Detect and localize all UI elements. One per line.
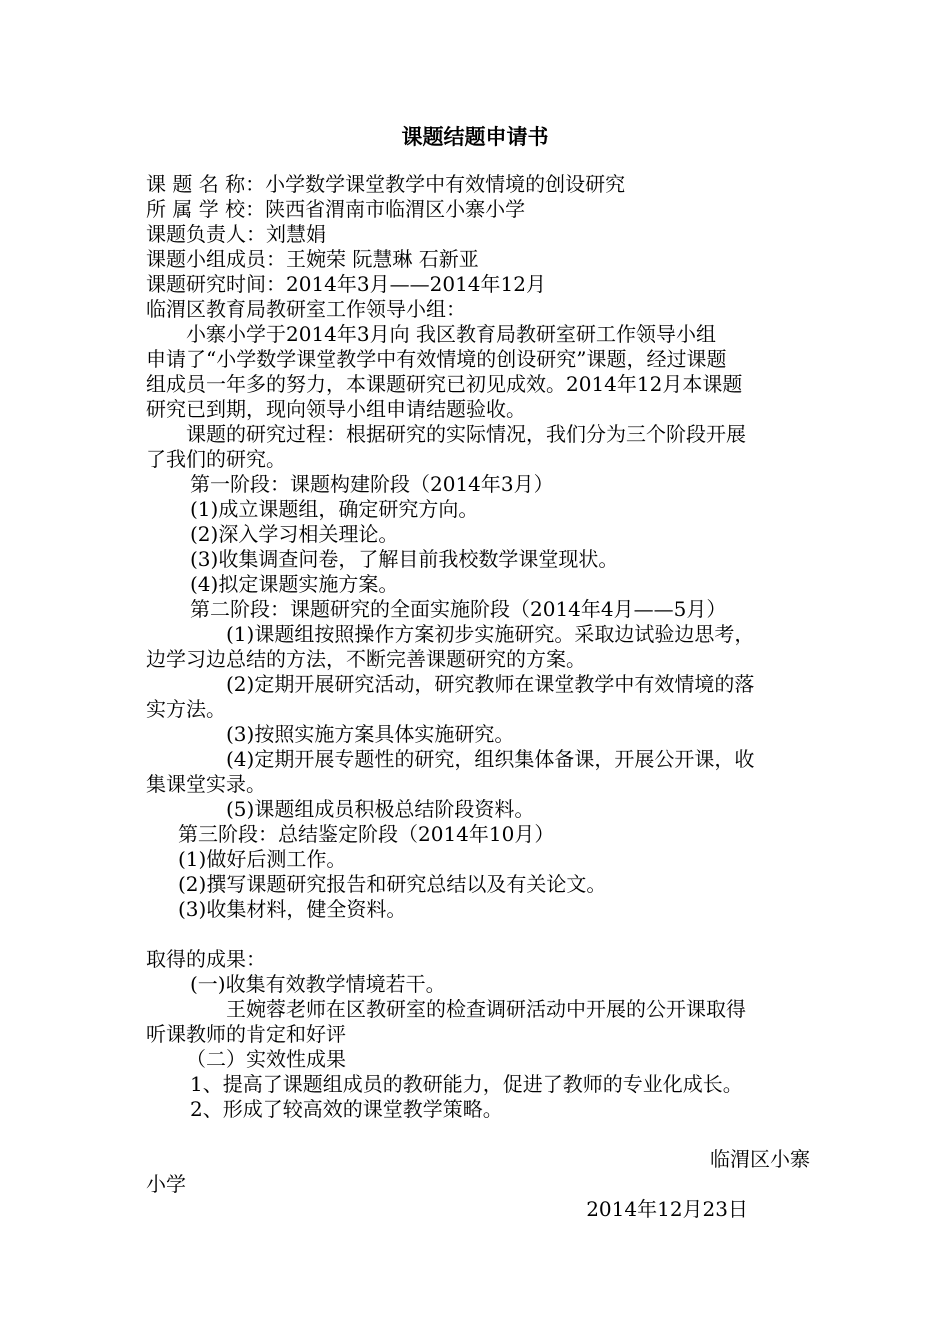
document-body [146,172,810,1222]
intro-paragraph-line: 组成员一年多的努力，本课题研究已初见成效。2014年12月本课题 [146,372,743,396]
stage-three-item: (3)收集材料，健全资料。 [178,897,407,921]
signature-date: 2014年12月23日 [586,1197,748,1221]
topic-name-line: 课 题 名 称：小学数学课堂教学中有效情境的创设研究 [146,172,626,196]
research-period-line: 课题研究时间：2014年3月——2014年12月 [146,272,546,296]
result-one-heading: (一)收集有效教学情境若干。 [190,972,446,996]
members-line: 课题小组成员：王婉荣 阮慧琳 石新亚 [146,247,479,271]
stage-two-item: (4)定期开展专题性的研究，组织集体备课，开展公开课，收 [226,747,755,771]
stage-one-item: (4)拟定课题实施方案。 [190,572,399,596]
signature-school: 临渭区小寨 [710,1147,810,1171]
result-two-item: 2、形成了较高效的课堂教学策略。 [190,1097,503,1121]
stage-three-item: (1)做好后测工作。 [178,847,347,871]
results-heading: 取得的成果： [146,947,266,971]
process-paragraph-line: 课题的研究过程：根据研究的实际情况，我们分为三个阶段开展 [186,422,746,446]
stage-two-item: (5)课题组成员积极总结阶段资料。 [226,797,535,821]
intro-paragraph-line: 小寨小学于2014年3月向 我区教育局教研室研工作领导小组 [186,322,716,346]
intro-paragraph-line: 研究已到期，现向领导小组申请结题验收。 [146,397,526,421]
stage-one-item: (1)成立课题组，确定研究方向。 [190,497,479,521]
stage-two-item-continued: 实方法。 [146,697,226,721]
stage-three-item: (2)撰写课题研究报告和研究总结以及有关论文。 [178,872,607,896]
stage-one-item: (3)收集调查问卷，了解目前我校数学课堂现状。 [190,547,619,571]
result-one-text: 王婉蓉老师在区教研室的检查调研活动中开展的公开课取得 [226,997,746,1021]
stage-two-heading: 第二阶段：课题研究的全面实施阶段（2014年4月——5月） [190,597,727,621]
leader-line: 课题负责人：刘慧娟 [146,222,326,246]
stage-two-item: (2)定期开展研究活动，研究教师在课堂教学中有效情境的落 [226,672,755,696]
document-title: 课题结题申请书 [401,125,549,149]
process-paragraph-line: 了我们的研究。 [146,447,286,471]
signature-school-continued: 小学 [146,1172,186,1196]
result-two-item: 1、提高了课题组成员的教研能力，促进了教师的专业化成长。 [190,1072,743,1096]
stage-three-heading: 第三阶段：总结鉴定阶段（2014年10月） [178,822,555,846]
stage-one-item: (2)深入学习相关理论。 [190,522,399,546]
addressee-line: 临渭区教育局教研室工作领导小组： [146,297,466,321]
stage-two-item: (1)课题组按照操作方案初步实施研究。采取边试验边思考， [226,622,755,646]
school-line: 所 属 学 校：陕西省渭南市临渭区小寨小学 [146,197,526,221]
stage-two-item-continued: 边学习边总结的方法，不断完善课题研究的方案。 [146,647,586,671]
stage-two-item-continued: 集课堂实录。 [146,772,266,796]
stage-one-heading: 第一阶段：课题构建阶段（2014年3月） [190,472,554,496]
result-one-text-continued: 听课教师的肯定和好评 [146,1022,346,1046]
blank-line [146,922,810,947]
stage-two-item: (3)按照实施方案具体实施研究。 [226,722,515,746]
blank-line [146,1122,810,1147]
result-two-heading: （二）实效性成果 [186,1047,346,1071]
intro-paragraph-line: 申请了“小学数学课堂教学中有效情境的创设研究”课题，经过课题 [146,347,727,371]
